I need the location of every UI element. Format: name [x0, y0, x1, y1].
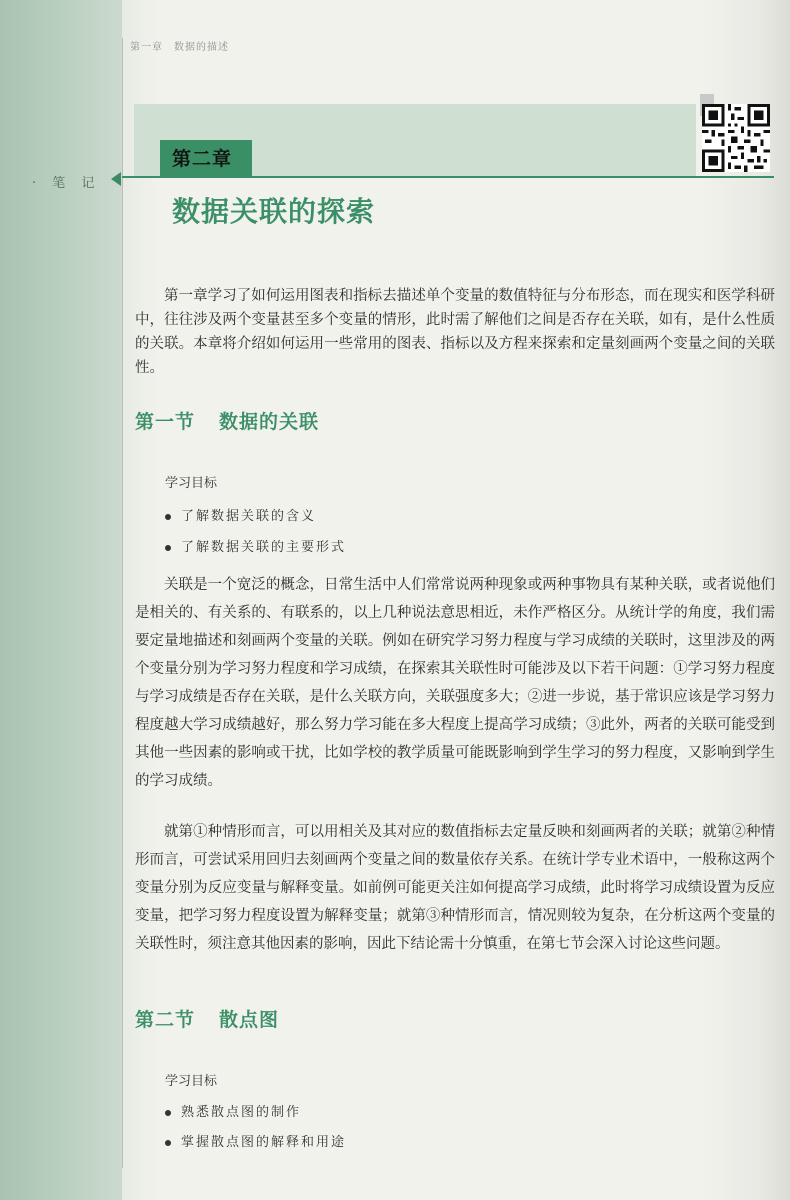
objective-text: 了解数据关联的主要形式: [181, 540, 347, 555]
section-2-name: 散点图: [219, 1009, 280, 1031]
section-2-objectives-heading: 学习目标: [165, 1074, 218, 1089]
bullet-icon: [165, 514, 171, 520]
bullet-icon: [165, 1140, 171, 1146]
section-1-objective: [165, 505, 316, 524]
chapter-intro: 第一章学习了如何运用图表和指标去描述单个变量的数值特征与分布形态，而在现实和医学科研中，往往涉及两个变量甚至多个变量的情形，此时需了解他们之间是否存在关联，如有，是什么性质的关联。本章将介绍如何运用一些常用的图表、指标以及方程来探索和定量刻画两个变量之间的关联性。: [135, 288, 775, 376]
objective-text: 掌握散点图的解释和用途: [181, 1135, 347, 1150]
margin-rule: [122, 38, 123, 1168]
triangle-marker-icon: [111, 172, 121, 186]
objective-text: 熟悉散点图的制作: [181, 1105, 302, 1120]
section-2-objective: [165, 1131, 346, 1150]
section-1-number: 第一节: [135, 411, 196, 433]
bullet-icon: [165, 1110, 171, 1116]
section-2-objective: [165, 1101, 301, 1120]
section-1-objectives-heading: 学习目标: [165, 476, 218, 491]
section-1-paragraph-1: 关联是一个宽泛的概念，日常生活中人们常常说两种现象或两种事物具有某种关联，或者说他们是相关的、有关系的、有联系的，以上几种说法意思相近，未作严格区分。从统计学的角度，我们需要定量地描述和刻画两个变量的关联。例如在研究学习努力程度与学习成绩的关联时，这里涉及的两个变量分别为学习努力程度和学习成绩，在探索其关联性时可能涉及以下若干问题：①学习努力程度与学习成绩是否存在关联，是什么关联方向，关联强度多大；②进一步说，基于常识应该是学习努力程度越大学习成绩越好，那么努力学习能在多大程度上提高学习成绩；③此外，两者的关联可能受到其他一些因素的影响或干扰，比如学校的教学质量可能既影响到学生学习的努力程度，又影响到学生的学习成绩。: [135, 577, 775, 789]
running-head: 第一章 数据的描述: [130, 42, 229, 53]
section-1-objective: [165, 536, 346, 555]
notes-label: · 笔 记: [32, 176, 101, 191]
chapter-rule: [122, 176, 774, 178]
section-1-title: [135, 407, 319, 434]
section-1-name: 数据的关联: [219, 411, 320, 433]
qr-code-icon: [702, 104, 770, 172]
section-2-title: [135, 1005, 279, 1032]
section-2-number: 第二节: [135, 1009, 196, 1031]
chapter-label: 第二章: [172, 148, 233, 170]
bullet-icon: [165, 545, 171, 551]
chapter-title: 数据关联的探索: [172, 195, 376, 228]
section-1-paragraph-2: 就第①种情形而言，可以用相关及其对应的数值指标去定量反映和刻画两者的关联；就第②种情形而言，可尝试采用回归去刻画两个变量之间的数量依存关系。在统计学专业术语中，一般称这两个变量分别为反应变量与解释变量。如前例可能更关注如何提高学习成绩，此时将学习成绩设置为反应变量，把学习努力程度设置为解释变量；就第③种情形而言，情况则较为复杂，在分析这两个变量的关联性时，须注意其他因素的影响，因此下结论需十分慎重，在第七节会深入讨论这些问题。: [135, 824, 775, 952]
objective-text: 了解数据关联的含义: [181, 509, 317, 524]
